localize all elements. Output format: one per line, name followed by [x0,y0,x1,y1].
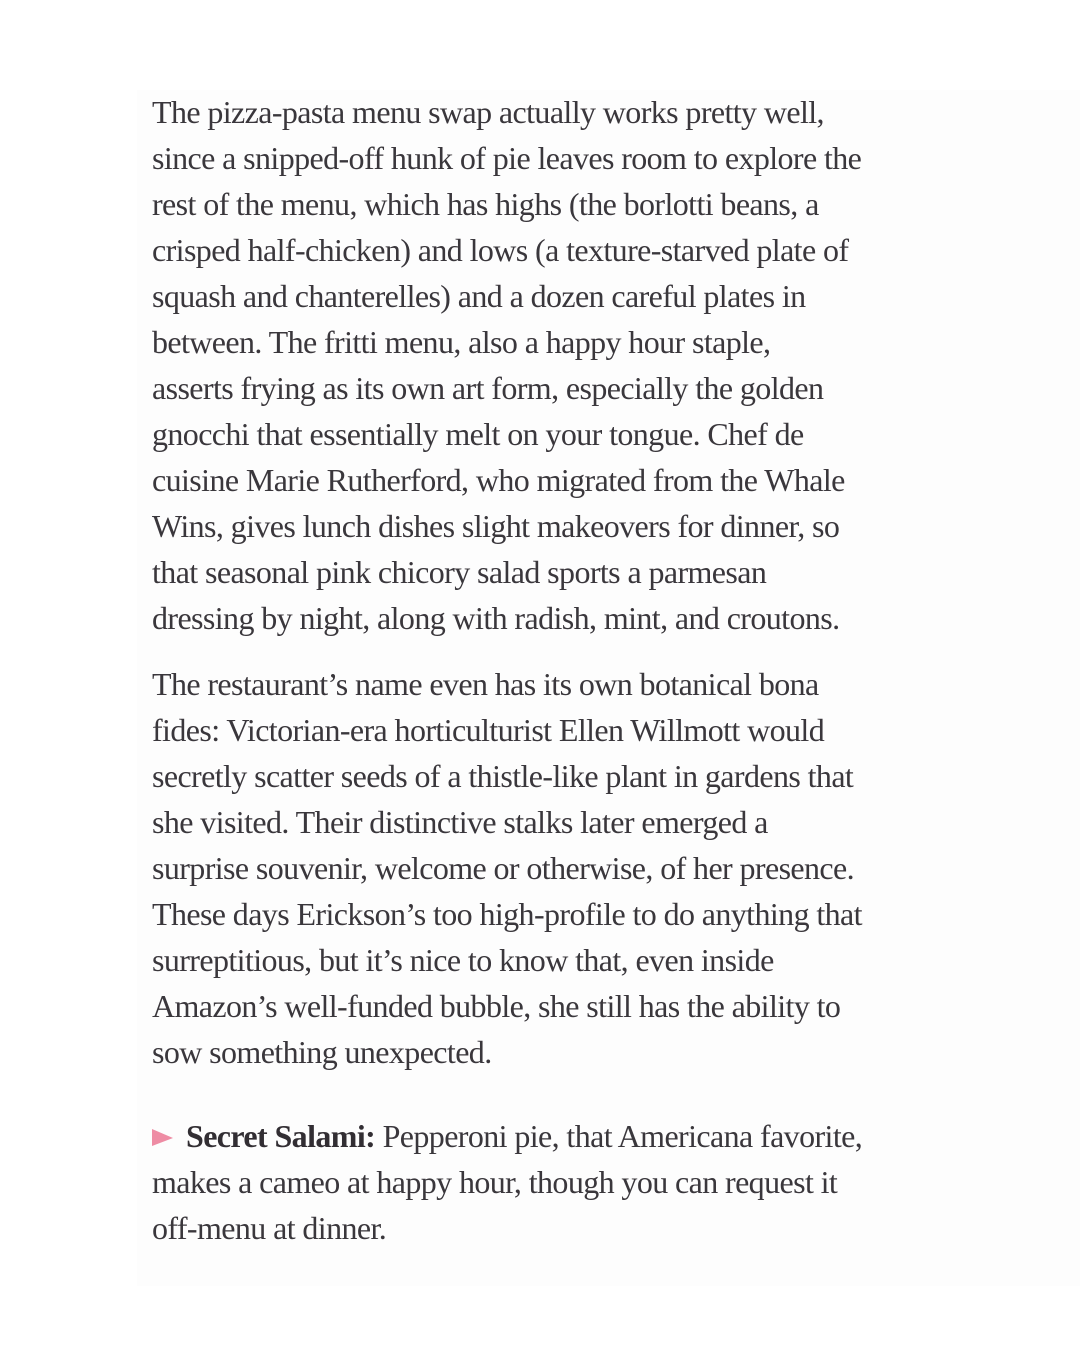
text-line: rest of the menu, which has highs (the borlotti beans, a [152,186,819,222]
paragraph-menu-review [152,89,942,641]
text-line: Amazon’s well-funded bubble, she still has the ability to [152,988,841,1024]
text-line: she visited. Their distinctive stalks later emerged a [152,804,768,840]
text-line: gnocchi that essentially melt on your tongue. Chef de [152,416,804,452]
text-line: sow something unexpected. [152,1034,492,1070]
text-line: fides: Victorian-era horticulturist Ellen Willmott would [152,712,825,748]
text-line: makes a cameo at happy hour, though you can request it [152,1164,838,1200]
text-line: between. The fritti menu, also a happy hour staple, [152,324,771,360]
article-body [152,89,942,1271]
right-triangle-arrow-icon [152,1129,173,1146]
text-line: secretly scatter seeds of a thistle-like plant in gardens that [152,758,854,794]
text-line: surreptitious, but it’s nice to know that, even inside [152,942,774,978]
text-line: The restaurant’s name even has its own botanical bona [152,666,819,702]
text-line: that seasonal pink chicory salad sports a parmesan [152,554,767,590]
paragraph-restaurant-name [152,661,942,1075]
text-line: crisped half-chicken) and lows (a texture-starved plate of [152,232,849,268]
callout-secret-salami [152,1113,942,1251]
text-line: squash and chanterelles) and a dozen careful plates in [152,278,806,314]
text-line: asserts frying as its own art form, especially the golden [152,370,824,406]
text-line: The pizza-pasta menu swap actually works pretty well, [152,94,824,130]
text-line: surprise souvenir, welcome or otherwise, of her presence. [152,850,855,886]
text-line: cuisine Marie Rutherford, who migrated from the Whale [152,462,845,498]
text-line: off-menu at dinner. [152,1210,387,1246]
text-line: Wins, gives lunch dishes slight makeovers for dinner, so [152,508,840,544]
text-line: dressing by night, along with radish, mint, and croutons. [152,600,840,636]
text-line: Secret Salami: Pepperoni pie, that Americana favorite, [152,1113,942,1159]
text-line: These days Erickson’s too high-profile to do anything that [152,896,862,932]
callout-label: Secret Salami: [186,1118,376,1154]
text-line: since a snipped-off hunk of pie leaves room to explore the [152,140,862,176]
